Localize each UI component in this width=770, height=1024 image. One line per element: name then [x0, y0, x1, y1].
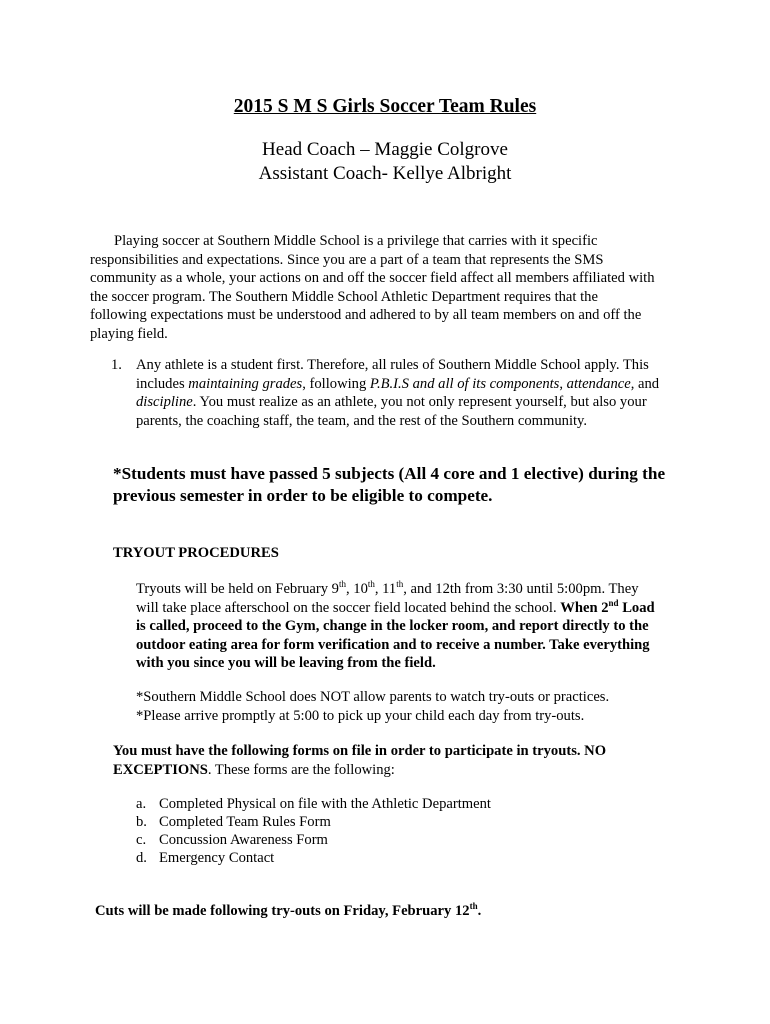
tryout-text: Tryouts will be held on February 9	[136, 581, 339, 597]
tryout-bold: Load	[618, 599, 655, 616]
tryout-text: will take place afterschool on the soccer field located behind the school.	[136, 599, 561, 616]
intro-line: community as a whole, your actions on and off the soccer field affect all members affiliated with	[90, 270, 655, 286]
tryout-paragraph	[136, 580, 655, 673]
rule-emphasis: P.B.I.S and all of its components	[369, 375, 560, 392]
cuts-text: Cuts will be made following try-outs on Friday, February 12	[95, 903, 470, 919]
forms-intro-line: You must have the following forms on file in order to participate in tryouts. NO	[113, 743, 607, 759]
tryout-line	[136, 580, 655, 599]
tryout-line: outdoor eating area for form verification and to receive a number. Take everything	[136, 636, 650, 653]
head-coach: Head Coach – Maggie Colgrove	[262, 139, 508, 160]
rule-1-text	[136, 356, 659, 430]
forms-intro-bold: EXCEPTIONS	[113, 761, 208, 778]
tryout-notes	[136, 688, 609, 725]
list-item	[136, 795, 491, 813]
tryout-bold: When 2	[560, 599, 609, 616]
tryout-line	[136, 599, 655, 618]
intro-line: Playing soccer at Southern Middle School is a privilege that carries with it specific	[114, 233, 598, 249]
note-line: *Southern Middle School does NOT allow parents to watch try-outs or practices.	[136, 689, 610, 705]
ordinal-suffix: nd	[608, 597, 619, 608]
list-item-text: Emergency Contact	[159, 850, 275, 866]
rule-emphasis: maintaining grades	[188, 375, 303, 392]
intro-line: the soccer program. The Southern Middle School Athletic Department requires that the	[90, 288, 598, 305]
rule-line: Any athlete is a student first. Therefore, all rules of Southern Middle School apply. This	[136, 357, 649, 373]
tryout-text: , 10	[345, 581, 368, 597]
ordinal-suffix: th	[396, 579, 404, 590]
cuts-notice	[95, 903, 481, 920]
required-forms-list	[136, 795, 491, 867]
eligibility-line: previous semester in order to be eligible to compete.	[113, 486, 493, 505]
forms-intro	[113, 742, 606, 779]
intro-line: playing field.	[90, 325, 168, 342]
intro-line: responsibilities and expectations. Since you are a part of a team that represents the SMS	[90, 251, 604, 268]
list-item-text: Completed Physical on file with the Athletic Department	[159, 796, 491, 812]
ordinal-suffix: th	[367, 579, 375, 590]
rule-line	[136, 375, 659, 394]
rule-text: , following	[302, 375, 370, 392]
cuts-text-end: .	[477, 903, 482, 919]
tryout-line: is called, proceed to the Gym, change in the locker room, and report directly to the	[136, 618, 649, 634]
rule-line	[136, 393, 659, 412]
tryout-line: with you since you will be leaving from the field.	[136, 655, 436, 671]
list-marker: a.	[136, 796, 147, 812]
tryout-heading: TRYOUT PROCEDURES	[113, 545, 279, 561]
forms-intro-text: . These forms are the following:	[207, 761, 395, 778]
rule-text: includes	[136, 375, 189, 392]
list-marker: c.	[136, 832, 147, 848]
list-item-text: Completed Team Rules Form	[159, 814, 331, 830]
assistant-coach: Assistant Coach- Kellye Albright	[258, 163, 512, 184]
rule-text: ,	[559, 375, 567, 392]
list-item	[136, 849, 491, 867]
note-line: *Please arrive promptly at 5:00 to pick up your child each day from try-outs.	[136, 707, 585, 724]
list-item	[136, 831, 491, 849]
eligibility-line: *Students must have passed 5 subjects (All 4 core and 1 elective) during the	[113, 464, 666, 483]
rule-emphasis: attendance	[566, 375, 631, 392]
document-title: 2015 S M S Girls Soccer Team Rules	[233, 96, 537, 117]
rule-text: , and	[630, 375, 660, 392]
list-marker: b.	[136, 814, 147, 830]
list-marker: d.	[136, 850, 147, 866]
eligibility-notice	[113, 463, 665, 507]
ordinal-suffix: th	[469, 901, 478, 912]
list-item	[136, 813, 491, 831]
rule-emphasis: discipline	[136, 394, 193, 410]
ordinal-suffix: th	[338, 579, 346, 590]
forms-intro-line	[113, 761, 606, 780]
rule-text: . You must realize as an athlete, you not only represent yourself, but also your	[192, 394, 647, 410]
intro-line: following expectations must be understood and adhered to by all team members on and off the	[90, 307, 642, 323]
tryout-text: , 11	[374, 581, 397, 597]
intro-paragraph	[90, 232, 690, 343]
rule-number: 1.	[111, 357, 122, 373]
tryout-text: , and 12th from 3:30 until 5:00pm. They	[403, 581, 639, 597]
rule-line: parents, the coaching staff, the team, and the rest of the Southern community.	[136, 412, 588, 429]
list-item-text: Concussion Awareness Form	[159, 832, 328, 848]
